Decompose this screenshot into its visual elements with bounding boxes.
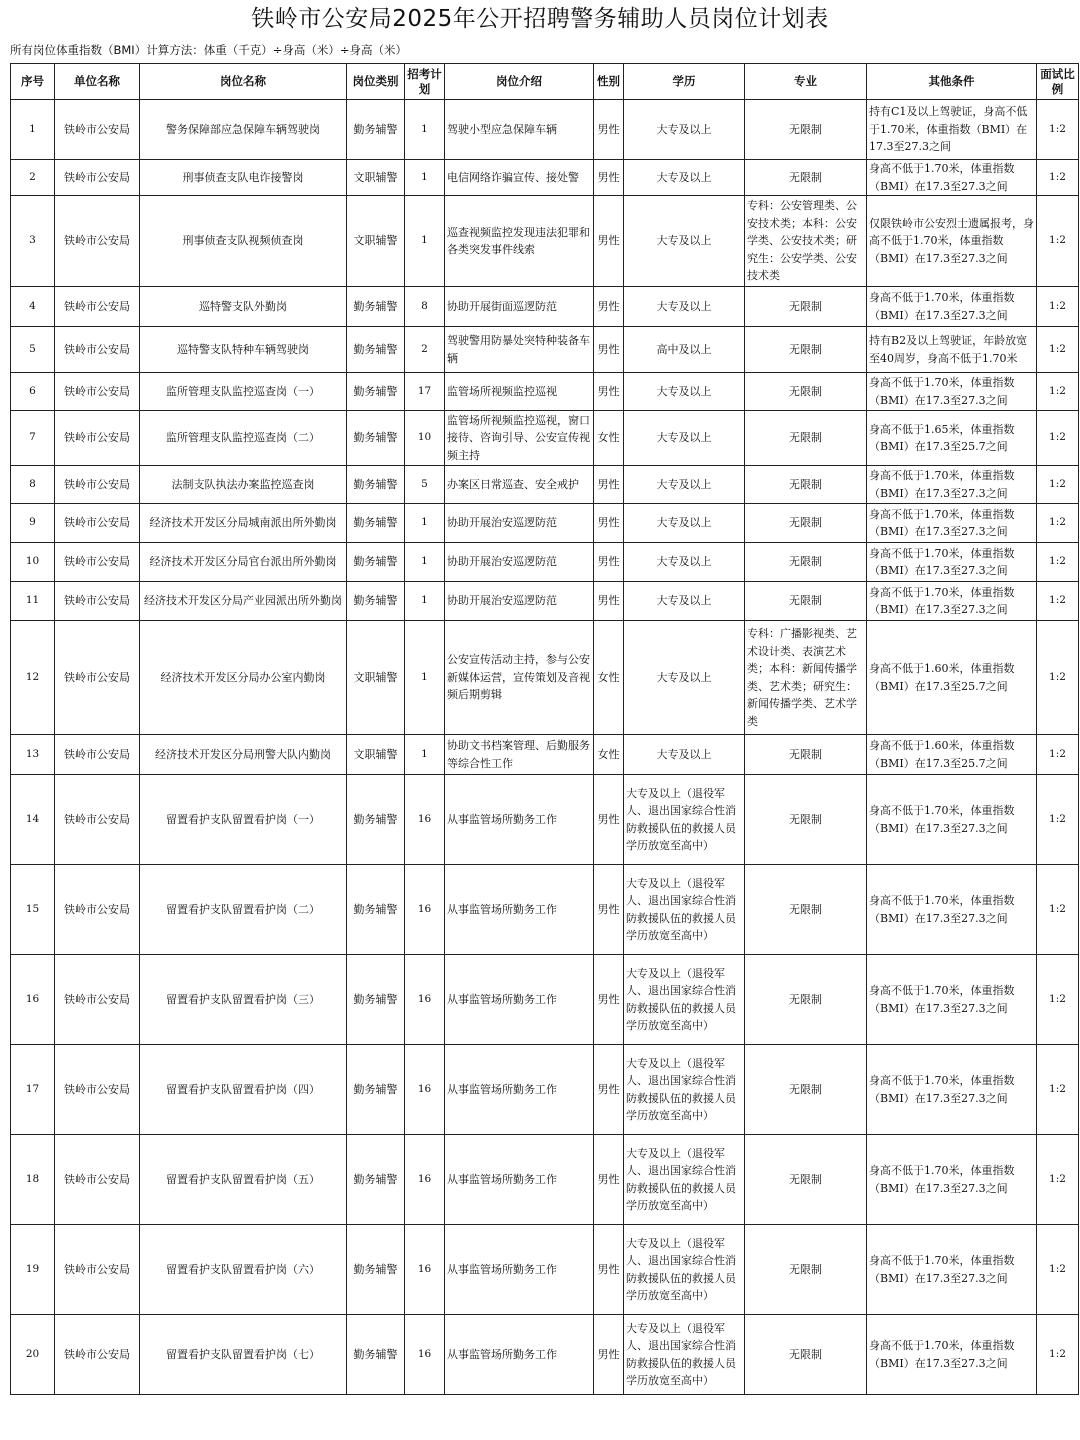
- cell-post-name: 留置看护支队留置看护岗（六）: [140, 1225, 347, 1315]
- cell-other-conditions: 身高不低于1.70米，体重指数（BMI）在17.3至27.3之间: [867, 504, 1037, 543]
- cell-gender: 男性: [594, 1225, 624, 1315]
- cell-major: 无限制: [745, 100, 867, 160]
- table-row: [11, 504, 1079, 543]
- cell-post-intro: 公安宣传活动主持，参与公安新媒体运营，宣传策划及音视频后期剪辑: [445, 621, 594, 735]
- cell-post-intro: 协助开展治安巡逻防范: [445, 543, 594, 582]
- cell-post-name: 留置看护支队留置看护岗（三）: [140, 955, 347, 1045]
- cell-major: 无限制: [745, 466, 867, 504]
- header-post-name: 岗位名称: [140, 64, 347, 100]
- cell-gender: 女性: [594, 411, 624, 466]
- table-row: [11, 1045, 1079, 1135]
- cell-education: 大专及以上: [624, 373, 745, 411]
- cell-post-category: 勤务辅警: [347, 504, 405, 543]
- cell-post-category: 勤务辅警: [347, 865, 405, 955]
- table-row: [11, 160, 1079, 196]
- cell-education: 大专及以上: [624, 466, 745, 504]
- table-row: [11, 327, 1079, 373]
- cell-major: 无限制: [745, 582, 867, 621]
- cell-interview-ratio: 1:2: [1037, 1315, 1079, 1395]
- table-row: [11, 582, 1079, 621]
- cell-unit-name: 铁岭市公安局: [55, 775, 140, 865]
- cell-interview-ratio: 1:2: [1037, 955, 1079, 1045]
- cell-unit-name: 铁岭市公安局: [55, 160, 140, 196]
- cell-gender: 男性: [594, 955, 624, 1045]
- cell-education: 大专及以上: [624, 160, 745, 196]
- cell-post-intro: 协助开展治安巡逻防范: [445, 504, 594, 543]
- cell-recruit-plan: 8: [405, 287, 445, 327]
- cell-post-intro: 从事监管场所勤务工作: [445, 1135, 594, 1225]
- cell-interview-ratio: 1:2: [1037, 287, 1079, 327]
- cell-major: 无限制: [745, 1225, 867, 1315]
- cell-interview-ratio: 1:2: [1037, 466, 1079, 504]
- cell-post-intro: 从事监管场所勤务工作: [445, 955, 594, 1045]
- cell-unit-name: 铁岭市公安局: [55, 1225, 140, 1315]
- cell-post-name: 留置看护支队留置看护岗（五）: [140, 1135, 347, 1225]
- cell-seq: 5: [11, 327, 55, 373]
- cell-seq: 6: [11, 373, 55, 411]
- cell-other-conditions: 身高不低于1.70米，体重指数（BMI）在17.3至27.3之间: [867, 1045, 1037, 1135]
- cell-interview-ratio: 1:2: [1037, 1225, 1079, 1315]
- cell-major: 无限制: [745, 865, 867, 955]
- cell-recruit-plan: 1: [405, 582, 445, 621]
- cell-recruit-plan: 1: [405, 621, 445, 735]
- cell-post-category: 勤务辅警: [347, 466, 405, 504]
- cell-recruit-plan: 1: [405, 543, 445, 582]
- cell-post-category: 勤务辅警: [347, 543, 405, 582]
- cell-unit-name: 铁岭市公安局: [55, 287, 140, 327]
- cell-seq: 17: [11, 1045, 55, 1135]
- table-row: [11, 100, 1079, 160]
- cell-other-conditions: 身高不低于1.70米，体重指数（BMI）在17.3至27.3之间: [867, 466, 1037, 504]
- header-major: 专业: [745, 64, 867, 100]
- cell-post-name: 经济技术开发区分局办公室内勤岗: [140, 621, 347, 735]
- cell-post-intro: 从事监管场所勤务工作: [445, 1225, 594, 1315]
- table-row: [11, 287, 1079, 327]
- bmi-note: 所有岗位体重指数（BMI）计算方法：体重（千克）÷身高（米）÷身高（米）: [10, 43, 407, 57]
- cell-recruit-plan: 16: [405, 1315, 445, 1395]
- cell-interview-ratio: 1:2: [1037, 582, 1079, 621]
- header-post-category: 岗位类别: [347, 64, 405, 100]
- cell-interview-ratio: 1:2: [1037, 504, 1079, 543]
- cell-post-intro: 电信网络诈骗宣传、接处警: [445, 160, 594, 196]
- cell-gender: 男性: [594, 1315, 624, 1395]
- header-interview-ratio: 面试比例: [1037, 64, 1079, 100]
- cell-other-conditions: 身高不低于1.70米，体重指数（BMI）在17.3至27.3之间: [867, 160, 1037, 196]
- cell-gender: 男性: [594, 582, 624, 621]
- header-education: 学历: [624, 64, 745, 100]
- cell-gender: 女性: [594, 621, 624, 735]
- cell-seq: 9: [11, 504, 55, 543]
- cell-unit-name: 铁岭市公安局: [55, 865, 140, 955]
- header-unit-name: 单位名称: [55, 64, 140, 100]
- cell-other-conditions: 仅限铁岭市公安烈士遗属报考，身高不低于1.70米，体重指数（BMI）在17.3至27.3之间: [867, 196, 1037, 287]
- cell-other-conditions: 身高不低于1.70米，体重指数（BMI）在17.3至27.3之间: [867, 543, 1037, 582]
- cell-interview-ratio: 1:2: [1037, 621, 1079, 735]
- cell-post-intro: 从事监管场所勤务工作: [445, 775, 594, 865]
- table-row: [11, 466, 1079, 504]
- cell-post-name: 经济技术开发区分局产业园派出所外勤岗: [140, 582, 347, 621]
- cell-unit-name: 铁岭市公安局: [55, 1135, 140, 1225]
- cell-other-conditions: 身高不低于1.70米，体重指数（BMI）在17.3至27.3之间: [867, 373, 1037, 411]
- cell-post-intro: 从事监管场所勤务工作: [445, 1045, 594, 1135]
- cell-post-intro: 协助文书档案管理、后勤服务等综合性工作: [445, 735, 594, 775]
- cell-post-name: 法制支队执法办案监控巡查岗: [140, 466, 347, 504]
- cell-post-category: 勤务辅警: [347, 1135, 405, 1225]
- cell-other-conditions: 持有B2及以上驾驶证，年龄放宽至40周岁，身高不低于1.70米: [867, 327, 1037, 373]
- cell-recruit-plan: 16: [405, 955, 445, 1045]
- cell-post-intro: 从事监管场所勤务工作: [445, 865, 594, 955]
- cell-interview-ratio: 1:2: [1037, 160, 1079, 196]
- cell-interview-ratio: 1:2: [1037, 775, 1079, 865]
- cell-recruit-plan: 16: [405, 865, 445, 955]
- cell-gender: 男性: [594, 196, 624, 287]
- header-post-intro: 岗位介绍: [445, 64, 594, 100]
- cell-seq: 19: [11, 1225, 55, 1315]
- cell-education: 大专及以上: [624, 504, 745, 543]
- cell-unit-name: 铁岭市公安局: [55, 582, 140, 621]
- cell-seq: 20: [11, 1315, 55, 1395]
- cell-post-intro: 驾驶小型应急保障车辆: [445, 100, 594, 160]
- cell-recruit-plan: 1: [405, 100, 445, 160]
- cell-other-conditions: 身高不低于1.70米，体重指数（BMI）在17.3至27.3之间: [867, 865, 1037, 955]
- cell-gender: 男性: [594, 287, 624, 327]
- table-row: [11, 955, 1079, 1045]
- cell-post-name: 监所管理支队监控巡查岗（一）: [140, 373, 347, 411]
- cell-recruit-plan: 16: [405, 1225, 445, 1315]
- cell-education: 大专及以上（退役军人、退出国家综合性消防救援队伍的救援人员学历放宽至高中）: [624, 1135, 745, 1225]
- cell-interview-ratio: 1:2: [1037, 865, 1079, 955]
- header-seq: 序号: [11, 64, 55, 100]
- cell-major: 无限制: [745, 1045, 867, 1135]
- table-row: [11, 411, 1079, 466]
- cell-other-conditions: 身高不低于1.70米，体重指数（BMI）在17.3至27.3之间: [867, 775, 1037, 865]
- cell-education: 大专及以上（退役军人、退出国家综合性消防救援队伍的救援人员学历放宽至高中）: [624, 1225, 745, 1315]
- cell-major: 无限制: [745, 504, 867, 543]
- cell-major: 无限制: [745, 1135, 867, 1225]
- cell-recruit-plan: 10: [405, 411, 445, 466]
- cell-education: 高中及以上: [624, 327, 745, 373]
- cell-gender: 女性: [594, 735, 624, 775]
- table-row: [11, 621, 1079, 735]
- cell-post-category: 文职辅警: [347, 196, 405, 287]
- cell-recruit-plan: 16: [405, 1045, 445, 1135]
- cell-education: 大专及以上: [624, 100, 745, 160]
- cell-gender: 男性: [594, 1135, 624, 1225]
- cell-post-category: 文职辅警: [347, 160, 405, 196]
- cell-post-category: 勤务辅警: [347, 1225, 405, 1315]
- cell-gender: 男性: [594, 1045, 624, 1135]
- cell-major: 专科：公安管理类、公安技术类；本科：公安学类、公安技术类；研究生：公安学类、公安技术类: [745, 196, 867, 287]
- cell-education: 大专及以上: [624, 543, 745, 582]
- cell-post-intro: 监管场所视频监控巡视: [445, 373, 594, 411]
- cell-post-category: 勤务辅警: [347, 327, 405, 373]
- header-other-conditions: 其他条件: [867, 64, 1037, 100]
- cell-unit-name: 铁岭市公安局: [55, 735, 140, 775]
- cell-interview-ratio: 1:2: [1037, 373, 1079, 411]
- cell-post-intro: 驾驶警用防暴处突特种装备车辆: [445, 327, 594, 373]
- cell-major: 无限制: [745, 411, 867, 466]
- cell-education: 大专及以上（退役军人、退出国家综合性消防救援队伍的救援人员学历放宽至高中）: [624, 865, 745, 955]
- cell-post-name: 监所管理支队监控巡查岗（二）: [140, 411, 347, 466]
- cell-unit-name: 铁岭市公安局: [55, 621, 140, 735]
- cell-major: 无限制: [745, 775, 867, 865]
- cell-post-category: 勤务辅警: [347, 775, 405, 865]
- cell-education: 大专及以上: [624, 621, 745, 735]
- cell-unit-name: 铁岭市公安局: [55, 327, 140, 373]
- cell-interview-ratio: 1:2: [1037, 327, 1079, 373]
- cell-unit-name: 铁岭市公安局: [55, 504, 140, 543]
- cell-post-intro: 监管场所视频监控巡视，窗口接待、咨询引导、公安宣传视频主持: [445, 411, 594, 466]
- cell-unit-name: 铁岭市公安局: [55, 543, 140, 582]
- cell-gender: 男性: [594, 775, 624, 865]
- cell-other-conditions: 身高不低于1.70米，体重指数（BMI）在17.3至27.3之间: [867, 582, 1037, 621]
- cell-other-conditions: 身高不低于1.60米，体重指数（BMI）在17.3至25.7之间: [867, 621, 1037, 735]
- cell-post-name: 经济技术开发区分局刑警大队内勤岗: [140, 735, 347, 775]
- cell-major: 无限制: [745, 287, 867, 327]
- cell-seq: 16: [11, 955, 55, 1045]
- table-row: [11, 775, 1079, 865]
- cell-major: 无限制: [745, 1315, 867, 1395]
- cell-post-category: 勤务辅警: [347, 287, 405, 327]
- cell-seq: 15: [11, 865, 55, 955]
- cell-seq: 1: [11, 100, 55, 160]
- cell-post-intro: 从事监管场所勤务工作: [445, 1315, 594, 1395]
- cell-post-name: 警务保障部应急保障车辆驾驶岗: [140, 100, 347, 160]
- cell-recruit-plan: 2: [405, 327, 445, 373]
- cell-seq: 13: [11, 735, 55, 775]
- cell-post-category: 勤务辅警: [347, 100, 405, 160]
- cell-unit-name: 铁岭市公安局: [55, 1315, 140, 1395]
- job-plan-table: [10, 63, 1079, 1395]
- header-recruit-plan: 招考计划: [405, 64, 445, 100]
- table-row: [11, 735, 1079, 775]
- table-row: [11, 1225, 1079, 1315]
- cell-post-name: 经济技术开发区分局城南派出所外勤岗: [140, 504, 347, 543]
- cell-other-conditions: 身高不低于1.65米，体重指数（BMI）在17.3至25.7之间: [867, 411, 1037, 466]
- cell-post-name: 留置看护支队留置看护岗（七）: [140, 1315, 347, 1395]
- cell-other-conditions: 身高不低于1.70米，体重指数（BMI）在17.3至27.3之间: [867, 1315, 1037, 1395]
- cell-major: 无限制: [745, 543, 867, 582]
- cell-post-category: 勤务辅警: [347, 582, 405, 621]
- cell-post-category: 勤务辅警: [347, 1045, 405, 1135]
- cell-education: 大专及以上: [624, 582, 745, 621]
- cell-seq: 11: [11, 582, 55, 621]
- cell-other-conditions: 身高不低于1.60米，体重指数（BMI）在17.3至25.7之间: [867, 735, 1037, 775]
- cell-post-name: 经济技术开发区分局官台派出所外勤岗: [140, 543, 347, 582]
- cell-unit-name: 铁岭市公安局: [55, 955, 140, 1045]
- cell-gender: 男性: [594, 373, 624, 411]
- cell-gender: 男性: [594, 504, 624, 543]
- cell-gender: 男性: [594, 466, 624, 504]
- cell-unit-name: 铁岭市公安局: [55, 100, 140, 160]
- cell-interview-ratio: 1:2: [1037, 1135, 1079, 1225]
- cell-post-category: 勤务辅警: [347, 373, 405, 411]
- table-row: [11, 1135, 1079, 1225]
- cell-seq: 12: [11, 621, 55, 735]
- table-row: [11, 1315, 1079, 1395]
- header-gender: 性别: [594, 64, 624, 100]
- table-row: [11, 373, 1079, 411]
- cell-major: 无限制: [745, 955, 867, 1045]
- cell-post-intro: 巡查视频监控发现违法犯罪和各类突发事件线索: [445, 196, 594, 287]
- cell-post-name: 留置看护支队留置看护岗（四）: [140, 1045, 347, 1135]
- cell-recruit-plan: 1: [405, 504, 445, 543]
- cell-unit-name: 铁岭市公安局: [55, 1045, 140, 1135]
- cell-major: 无限制: [745, 327, 867, 373]
- cell-major: 无限制: [745, 373, 867, 411]
- cell-post-intro: 协助开展街面巡逻防范: [445, 287, 594, 327]
- cell-gender: 男性: [594, 160, 624, 196]
- cell-seq: 2: [11, 160, 55, 196]
- cell-gender: 男性: [594, 100, 624, 160]
- cell-seq: 3: [11, 196, 55, 287]
- cell-recruit-plan: 1: [405, 196, 445, 287]
- cell-post-name: 留置看护支队留置看护岗（二）: [140, 865, 347, 955]
- cell-major: 无限制: [745, 160, 867, 196]
- cell-education: 大专及以上（退役军人、退出国家综合性消防救援队伍的救援人员学历放宽至高中）: [624, 1315, 745, 1395]
- cell-post-name: 刑事侦查支队视频侦查岗: [140, 196, 347, 287]
- cell-other-conditions: 身高不低于1.70米，体重指数（BMI）在17.3至27.3之间: [867, 287, 1037, 327]
- cell-seq: 14: [11, 775, 55, 865]
- cell-gender: 男性: [594, 865, 624, 955]
- cell-unit-name: 铁岭市公安局: [55, 373, 140, 411]
- cell-gender: 男性: [594, 327, 624, 373]
- cell-education: 大专及以上: [624, 196, 745, 287]
- cell-interview-ratio: 1:2: [1037, 735, 1079, 775]
- cell-post-name: 巡特警支队外勤岗: [140, 287, 347, 327]
- cell-other-conditions: 持有C1及以上驾驶证，身高不低于1.70米，体重指数（BMI）在17.3至27.3之间: [867, 100, 1037, 160]
- cell-other-conditions: 身高不低于1.70米，体重指数（BMI）在17.3至27.3之间: [867, 1225, 1037, 1315]
- cell-education: 大专及以上（退役军人、退出国家综合性消防救援队伍的救援人员学历放宽至高中）: [624, 955, 745, 1045]
- cell-recruit-plan: 16: [405, 1135, 445, 1225]
- cell-post-category: 勤务辅警: [347, 1315, 405, 1395]
- cell-interview-ratio: 1:2: [1037, 543, 1079, 582]
- cell-other-conditions: 身高不低于1.70米，体重指数（BMI）在17.3至27.3之间: [867, 955, 1037, 1045]
- cell-seq: 8: [11, 466, 55, 504]
- cell-interview-ratio: 1:2: [1037, 196, 1079, 287]
- cell-unit-name: 铁岭市公安局: [55, 196, 140, 287]
- cell-education: 大专及以上: [624, 287, 745, 327]
- cell-education: 大专及以上: [624, 735, 745, 775]
- cell-seq: 18: [11, 1135, 55, 1225]
- cell-interview-ratio: 1:2: [1037, 411, 1079, 466]
- cell-recruit-plan: 1: [405, 735, 445, 775]
- cell-education: 大专及以上（退役军人、退出国家综合性消防救援队伍的救援人员学历放宽至高中）: [624, 775, 745, 865]
- cell-education: 大专及以上: [624, 411, 745, 466]
- cell-seq: 7: [11, 411, 55, 466]
- cell-major: 专科：广播影视类、艺术设计类、表演艺术类；本科：新闻传播学类、艺术类；研究生：新闻传播学类、艺术学类: [745, 621, 867, 735]
- cell-unit-name: 铁岭市公安局: [55, 411, 140, 466]
- cell-interview-ratio: 1:2: [1037, 1045, 1079, 1135]
- cell-major: 无限制: [745, 735, 867, 775]
- cell-post-category: 文职辅警: [347, 735, 405, 775]
- cell-post-category: 勤务辅警: [347, 411, 405, 466]
- cell-gender: 男性: [594, 543, 624, 582]
- cell-unit-name: 铁岭市公安局: [55, 466, 140, 504]
- cell-recruit-plan: 5: [405, 466, 445, 504]
- cell-seq: 4: [11, 287, 55, 327]
- cell-education: 大专及以上（退役军人、退出国家综合性消防救援队伍的救援人员学历放宽至高中）: [624, 1045, 745, 1135]
- cell-post-category: 勤务辅警: [347, 955, 405, 1045]
- table-row: [11, 196, 1079, 287]
- cell-recruit-plan: 16: [405, 775, 445, 865]
- cell-seq: 10: [11, 543, 55, 582]
- cell-interview-ratio: 1:2: [1037, 100, 1079, 160]
- table-row: [11, 865, 1079, 955]
- cell-post-name: 刑事侦查支队电诈接警岗: [140, 160, 347, 196]
- cell-post-intro: 办案区日常巡查、安全戒护: [445, 466, 594, 504]
- cell-post-category: 文职辅警: [347, 621, 405, 735]
- table-row: [11, 543, 1079, 582]
- cell-post-name: 巡特警支队特种车辆驾驶岗: [140, 327, 347, 373]
- cell-recruit-plan: 1: [405, 160, 445, 196]
- page-title: 铁岭市公安局2025年公开招聘警务辅助人员岗位计划表: [251, 6, 829, 32]
- cell-other-conditions: 身高不低于1.70米，体重指数（BMI）在17.3至27.3之间: [867, 1135, 1037, 1225]
- cell-recruit-plan: 17: [405, 373, 445, 411]
- cell-post-name: 留置看护支队留置看护岗（一）: [140, 775, 347, 865]
- cell-post-intro: 协助开展治安巡逻防范: [445, 582, 594, 621]
